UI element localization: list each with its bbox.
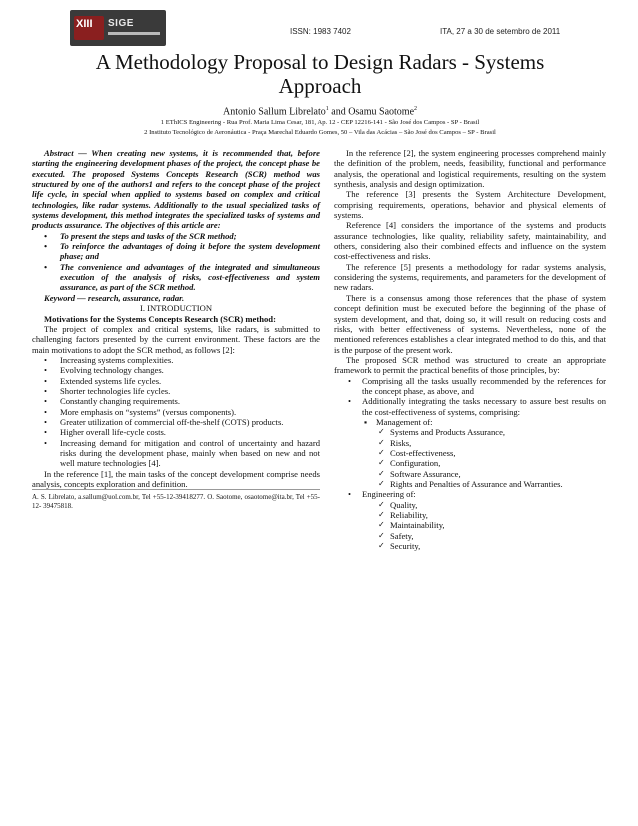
paragraph: The reference [3] presents the System Architecture Development, comprising requirements, operations, behavior and physical elements of systems. — [334, 189, 606, 221]
check-item: ✓ Software Assurance, — [334, 469, 606, 479]
check-item: ✓ Safety, — [334, 531, 606, 541]
check-item: ✓ Reliability, — [334, 510, 606, 520]
list-item: • Increasing demand for mitigation and control of uncertainty and hazard risks during the development phase, mainly when based on new and not well mature technologies [4]. — [32, 438, 320, 469]
check-item: ✓ Rights and Penalties of Assurance and Warranties. — [334, 479, 606, 489]
footnote: A. S. Librelato, a.sallum@uol.com.br, Tel +55-12-39418277. O. Saotome, osaotome@ita.br, Tel +55-12- 39475818. — [32, 489, 320, 511]
affiliation-2: 2 Instituto Tecnológico de Aeronáutica - Praça Marechal Eduardo Gomes, 50 – Vila das Acácias – São José dos Campos – SP - Brasil — [144, 129, 496, 136]
list-item: • Constantly changing requirements. — [32, 396, 320, 406]
header-event: ITA, 27 a 30 de setembro de 2011 — [440, 27, 561, 36]
objectives-list — [32, 231, 320, 293]
abstract: Abstract — When creating new systems, it is recommended that, before starting the engineering development phases of the project, the concept phase be executed. The proposed Systems Concepts Research (SCR) method was structured by one of the authors1 and refers to the concept phase of the project life cycle, in special when applied to systems based on complex and critical technologies, like radar systems. Additionally to the usual specialized tasks of systems development, this method integrates the specialized tasks of systems and products assurance. The objectives of this article are: — [32, 148, 320, 231]
list-item: • More emphasis on “systems” (versus components). — [32, 407, 320, 417]
logo-underline — [108, 32, 160, 35]
paper-title: A Methodology Proposal to Design Radars - Systems Approach — [95, 50, 545, 98]
list-item: • The convenience and advantages of the integrated and simultaneous execution of the analysis of risks, cost-effectiveness and system assurance, as part of the SCR method. — [32, 262, 320, 293]
list-item: • Shorter technologies life cycles. — [32, 386, 320, 396]
check-item: ✓ Systems and Products Assurance, — [334, 427, 606, 437]
right-column — [334, 148, 606, 551]
paragraph: The reference [5] presents a methodology for radar systems analysis, considering the systems, requirements, and parameters for the development of new radars. — [334, 261, 606, 293]
paragraph: In the reference [2], the system engineering processes comprehend mainly the definition of the problem, needs, feasibility, functional and performance analysis, the operational and logistical requirements, resulting on the system synthesis, analysis and design optimization. — [334, 148, 606, 190]
paragraph: There is a consensus among those references that the phase of system concept definition must be executed before the beginning of the phase of system development, and that, doing so, it will result on reducing costs and risks, with better effectiveness of systems. Nevertheless, none of the mentioned references establishes a clear integrated method to do this, and that is the purpose of the present work. — [334, 292, 606, 355]
management-label: ▪ Management of: — [334, 417, 606, 427]
affiliation-1: 1 EThICS Engineering - Rua Prof. Maria Lima Cesar, 181, Ap. 12 - CEP 12216-141 - São José dos Campos - SP - Brasil — [160, 119, 480, 126]
list-item: • Evolving technology changes. — [32, 365, 320, 375]
list-item: • To present the steps and tasks of the SCR method; — [32, 231, 320, 241]
check-item: ✓ Cost-effectiveness, — [334, 448, 606, 458]
list-item: • To reinforce the advantages of doing it before the system development phase; and — [32, 241, 320, 262]
check-item: ✓ Maintainability, — [334, 520, 606, 530]
list-item: • Comprising all the tasks usually recommended by the references for the concept phase, as above, and — [334, 376, 606, 397]
author-line — [70, 106, 570, 117]
list-item: • Increasing systems complexities. — [32, 355, 320, 365]
keywords: Keyword — research, assurance, radar. — [44, 292, 185, 303]
list-item: • Higher overall life-cycle costs. — [32, 427, 320, 437]
author-1-mark: 1 — [325, 106, 329, 112]
check-item: ✓ Risks, — [334, 438, 606, 448]
section-heading: I. INTRODUCTION — [139, 303, 213, 314]
check-item: ✓ Quality, — [334, 500, 606, 510]
engineering-label: • Engineering of: — [334, 489, 606, 499]
author-1: Antonio Sallum Librelato — [222, 106, 326, 118]
check-item: ✓ Configuration, — [334, 458, 606, 468]
author-2-mark: 2 — [414, 106, 418, 112]
factors-list — [32, 355, 320, 469]
check-item: ✓ Security, — [334, 541, 606, 551]
author-2: and Osamu Saotome — [328, 106, 415, 118]
motivation-heading: Motivations for the Systems Concepts Research (SCR) method: — [44, 313, 276, 324]
header-issn: ISSN: 1983 7402 — [290, 27, 351, 36]
left-column — [32, 148, 320, 511]
logo-text: SIGE — [108, 18, 134, 29]
motivation-paragraph: The project of complex and critical systems, like radars, is submitted to challenging factors presented by the current environment. These factors are the main motivations to adopt the SCR method, as follows [2]: — [32, 323, 320, 355]
list-item: • Extended systems life cycles. — [32, 376, 320, 386]
principles-list — [334, 376, 606, 552]
paragraph: The proposed SCR method was structured to create an appropriate framework to permit the practical benefits of those principles, by: — [334, 354, 606, 376]
list-item: • Greater utilization of commercial off-the-shelf (COTS) products. — [32, 417, 320, 427]
conference-logo — [70, 10, 166, 46]
reference-1-paragraph: In the reference [1], the main tasks of the concept development comprise needs analysis, concepts exploration and definition. — [32, 468, 320, 489]
list-item: • Additionally integrating the tasks necessary to assure best results on the cost-effectiveness of systems, comprising: — [334, 396, 606, 417]
paragraph: Reference [4] considers the importance of the systems and products assurance technologies, like quality, reliability safety, maintainability, and others, considering also their combined effects and influence on the system cost-effectiveness and risks. — [334, 220, 606, 262]
logo-number: XIII — [76, 18, 93, 30]
